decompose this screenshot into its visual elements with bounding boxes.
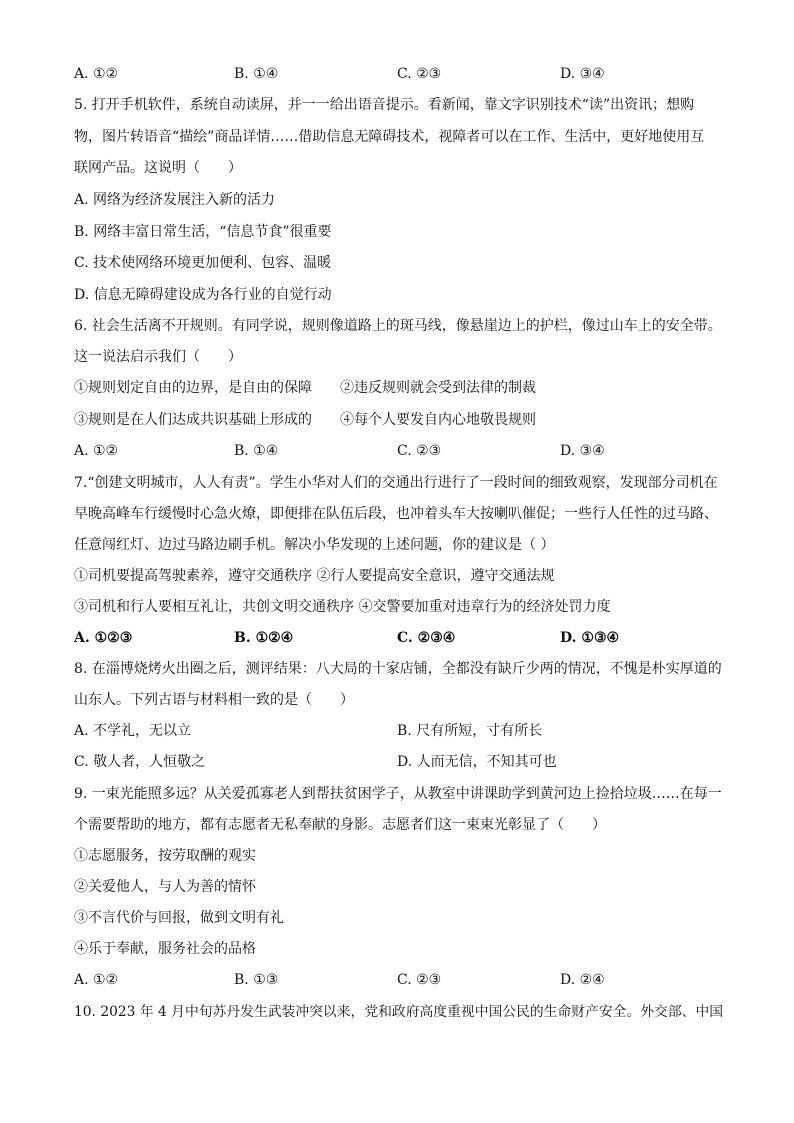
q7-option-b[interactable]: B. ①②④ [234,630,294,646]
q8-option-a[interactable]: A. 不学礼，无以立 [74,723,192,739]
q7-stem-line-3: 任意闯红灯、边过马路边刷手机。解决小华发现的上述问题，你的建议是（ ） [74,537,555,553]
q4-option-a[interactable]: A. ①② [74,66,119,82]
q6-statement-line-1: ①规则划定自由的边界，是自由的保障 ②违反规则就会受到法律的制裁 [74,380,536,396]
q6-option-c[interactable]: C. ②③ [397,443,442,459]
q4-option-c[interactable]: C. ②③ [397,66,442,82]
q8-options-row-1 [74,721,724,741]
q8-stem-line-1: 8. 在淄博烧烤火出圈之后，测评结果：八大局的十家店铺，全都没有缺斤少两的情况，不愧是朴实厚道的 [74,661,722,677]
q9-option-b[interactable]: B. ①③ [234,972,279,988]
q8-option-b[interactable]: B. 尺有所短，寸有所长 [397,723,543,739]
q9-stem-line-1: 9. 一束光能照多远？从关爱孤寡老人到帮扶贫困学子，从教室中讲课助学到黄河边上捡拾垃圾……在每一 [74,786,722,802]
q6-option-a[interactable]: A. ①② [74,443,119,459]
q8-option-d[interactable]: D. 人而无信，不知其可也 [397,754,557,770]
q8-option-c[interactable]: C. 敬人者，人恒敬之 [74,754,206,770]
q7-option-c[interactable]: C. ②③④ [397,630,456,646]
q6-option-b[interactable]: B. ①④ [234,443,279,459]
q7-option-a[interactable]: A. ①②③ [74,630,133,646]
q5-option-b[interactable]: B. 网络丰富日常生活，“信息节食”很重要 [74,224,332,240]
q8-stem-line-2: 山东人。下列古语与材料相一致的是（ ） [74,692,354,708]
q9-statement-1: ①志愿服务，按劳取酬的观实 [74,848,256,864]
q9-option-d[interactable]: D. ②④ [560,972,605,988]
q5-option-c[interactable]: C. 技术使网络环境更加便利、包容、温暖 [74,255,332,271]
q4-options [74,64,724,84]
q7-statement-line-2: ③司机和行人要相互礼让，共创文明交通秩序 ④交警要加重对违章行为的经济处罚力度 [74,599,611,615]
q5-stem-line-1: 5. 打开手机软件，系统自动读屏，并一一给出语音提示。看新闻，靠文字识别技术“读”出资讯；想购 [74,97,695,113]
q6-option-d[interactable]: D. ③④ [560,443,605,459]
q7-options [74,628,724,648]
q5-option-d[interactable]: D. 信息无障碍建设成为各行业的自觉行动 [74,287,332,303]
q4-option-b[interactable]: B. ①④ [234,66,279,82]
q6-statement-line-2: ③规则是在人们达成共识基础上形成的 ④每个人要发自内心地敬畏规则 [74,412,536,428]
q7-stem-line-2: 早晚高峰车行缓慢时心急火燎，即便排在队伍后段，也冲着头车大按喇叭催促；一些行人任性的过马路、 [74,506,718,522]
q7-stem-line-1: 7.“创建文明城市，人人有责”。学生小华对人们的交通出行进行了一段时间的细致观察，发现部分司机在 [74,475,718,491]
q9-options [74,970,724,990]
q5-stem-line-3: 联网产品。这说明（ ） [74,160,242,176]
q9-stem-line-2: 个需要帮助的地方，都有志愿者无私奉献的身影。志愿者们这一束束光彰显了（ ） [74,817,606,833]
q6-stem-line-2: 这一说法启示我们（ ） [74,349,242,365]
q4-option-d[interactable]: D. ③④ [560,66,605,82]
q8-options-row-2 [74,752,724,772]
q9-statement-4: ④乐于奉献，服务社会的品格 [74,941,256,957]
q7-option-d[interactable]: D. ①③④ [560,630,620,646]
q7-statement-line-1: ①司机要提高驾驶素养，遵守交通秩序 ②行人要提高安全意识，遵守交通法规 [74,568,555,584]
q10-stem-line-1: 10. 2023 年 4 月中旬苏丹发生武装冲突以来，党和政府高度重视中国公民的生命财产安全。外交部、中国 [74,1004,724,1020]
q5-stem-line-2: 物，图片转语音“描绘”商品详情……借助信息无障碍技术，视障者可以在工作、生活中，更好地使用互 [74,129,705,145]
q9-statement-3: ③不言代价与回报，做到文明有礼 [74,910,284,926]
q9-option-a[interactable]: A. ①② [74,972,119,988]
q9-option-c[interactable]: C. ②③ [397,972,442,988]
q9-statement-2: ②关爱他人，与人为善的情怀 [74,879,256,895]
q5-option-a[interactable]: A. 网络为经济发展注入新的活力 [74,192,276,208]
q6-stem-line-1: 6. 社会生活离不开规则。有同学说，规则像道路上的斑马线，像悬崖边上的护栏，像过山车上的安全带。 [74,318,722,334]
q6-options [74,441,724,461]
